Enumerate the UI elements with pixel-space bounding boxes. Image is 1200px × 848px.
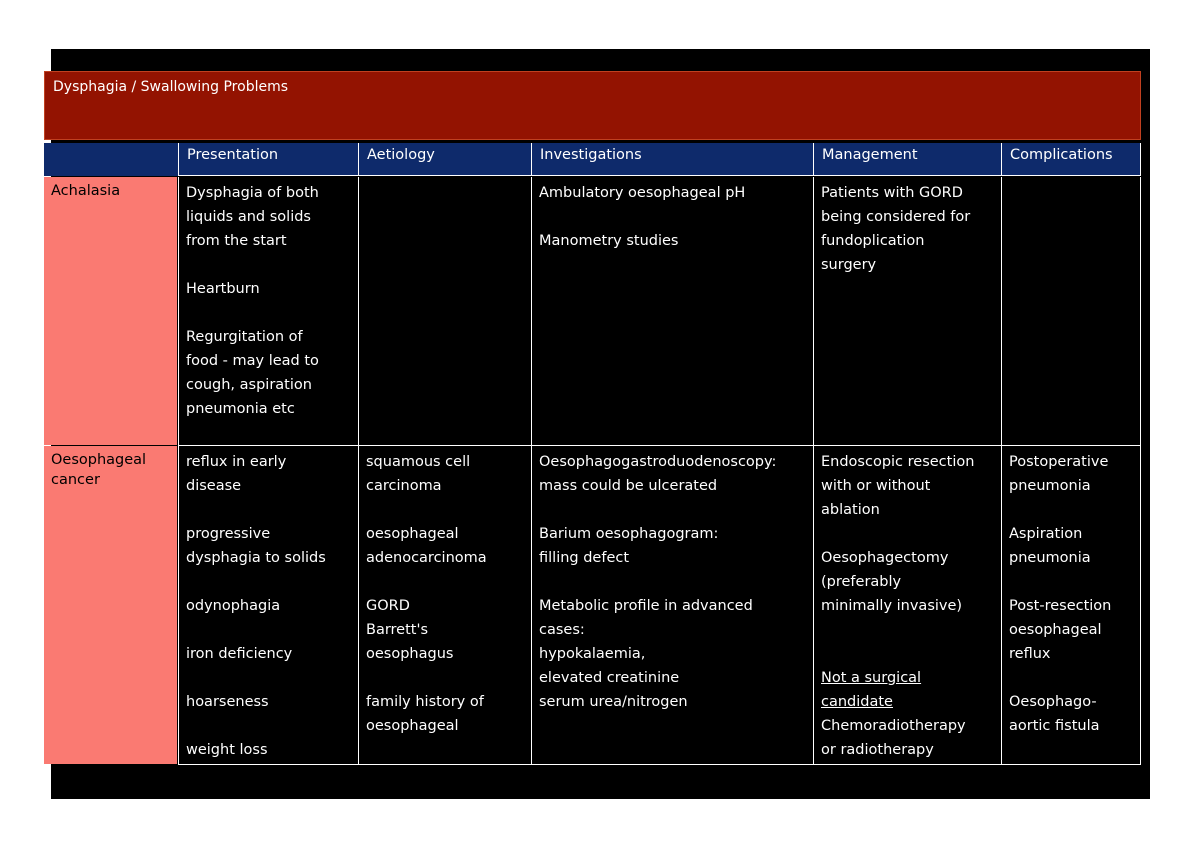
cell-line: oesophageal [366,718,459,734]
cell-line: adenocarcinoma [366,550,487,566]
cell-line [539,205,813,229]
cell-cancer-complications [1001,445,1141,765]
cell-line: pneumonia [1009,550,1091,566]
cell-line: or radiotherapy [821,742,934,758]
cell-line [186,498,358,522]
cell-achalasia-investigations [531,177,814,446]
cell-line: reflux [1009,646,1051,662]
cell-line [366,498,531,522]
cell-line: Oesophagogastroduodenoscopy: [539,454,777,470]
cell-line: fundoplication [821,233,925,249]
cell-line [821,642,1001,666]
cell-line [539,570,813,594]
cell-line: progressive [186,526,271,542]
cell-line: from the start [186,233,287,249]
cell-line [821,522,1001,546]
title-bar [44,71,1141,140]
column-header-investigations: Investigations [531,143,813,176]
cell-line: being considered for [821,209,971,225]
cell-line: dysphagia to solids [186,550,326,566]
cell-line: mass could be ulcerated [539,478,718,494]
cell-line: GORD [366,598,410,614]
cell-line: Not a surgical [821,670,922,686]
cell-cancer-aetiology [358,445,532,765]
column-header-aetiology: Aetiology [358,143,531,176]
cell-line: oesophageal [1009,622,1102,638]
cell-line: iron deficiency [186,646,293,662]
cell-line: Dysphagia of both [186,185,319,201]
cell-line [1009,570,1140,594]
cell-line: Regurgitation of [186,329,303,345]
cell-line: Post-resection [1009,598,1112,614]
cell-line: surgery [821,257,877,273]
cell-line [1009,666,1140,690]
cell-line: Patients with GORD [821,185,963,201]
cell-cancer-investigations [531,445,814,765]
cell-line: family history of [366,694,484,710]
cell-line: oesophageal [366,526,459,542]
cell-line: Barium oesophagogram: [539,526,719,542]
cell-achalasia-presentation [178,177,359,446]
cell-line: pneumonia etc [186,401,295,417]
cell-line: squamous cell [366,454,471,470]
cell-line [186,570,358,594]
column-header-presentation: Presentation [178,143,358,176]
cell-line: cough, aspiration [186,377,312,393]
cell-line: filling defect [539,550,630,566]
cell-line [366,666,531,690]
cell-line [539,498,813,522]
cell-line: (preferably [821,574,902,590]
cell-line: hypokalaemia, [539,646,646,662]
cell-line: Oesophagectomy [821,550,949,566]
cell-line: cases: [539,622,585,638]
cell-line: ablation [821,502,880,518]
cell-line: food - may lead to [186,353,319,369]
cell-line: odynophagia [186,598,281,614]
header-row-blank [44,143,178,176]
cell-line: weight loss [186,742,268,758]
cell-line: aortic fistula [1009,718,1100,734]
cell-line: carcinoma [366,478,442,494]
cell-achalasia-complications [1001,177,1141,446]
cell-line: reflux in early [186,454,287,470]
cell-line: Oesophago- [1009,694,1097,710]
row-label-oesophageal-cancer: Oesophageal cancer [44,446,177,764]
cell-line: oesophagus [366,646,454,662]
cell-line: Barrett's [366,622,429,638]
cell-line [186,253,358,277]
cell-line [186,301,358,325]
cell-achalasia-management [813,177,1002,446]
cell-line: disease [186,478,242,494]
cell-line [186,666,358,690]
cell-line: candidate [821,694,893,710]
cell-line: liquids and solids [186,209,311,225]
cell-line: minimally invasive) [821,598,963,614]
cell-line: elevated creatinine [539,670,680,686]
cell-cancer-management [813,445,1002,765]
cell-line: Chemoradiotherapy [821,718,966,734]
cell-line: Endoscopic resection [821,454,975,470]
cell-line: Aspiration [1009,526,1083,542]
cell-line: Manometry studies [539,233,679,249]
column-header-complications: Complications [1001,143,1141,176]
cell-line: serum urea/nitrogen [539,694,688,710]
cell-line [821,618,1001,642]
cell-line: Metabolic profile in advanced [539,598,753,614]
cell-line [186,618,358,642]
cell-cancer-presentation [178,445,359,765]
row-label-achalasia: Achalasia [44,177,177,445]
cell-line: Heartburn [186,281,260,297]
cell-line [1009,498,1140,522]
cell-line: Ambulatory oesophageal pH [539,185,746,201]
cell-achalasia-aetiology [358,177,532,446]
cell-line: with or without [821,478,931,494]
cell-line [186,714,358,738]
cell-line: pneumonia [1009,478,1091,494]
column-header-management: Management [813,143,1001,176]
cell-line [366,570,531,594]
page-title: Dysphagia / Swallowing Problems [53,79,289,95]
cell-line: hoarseness [186,694,269,710]
cell-line: Postoperative [1009,454,1109,470]
